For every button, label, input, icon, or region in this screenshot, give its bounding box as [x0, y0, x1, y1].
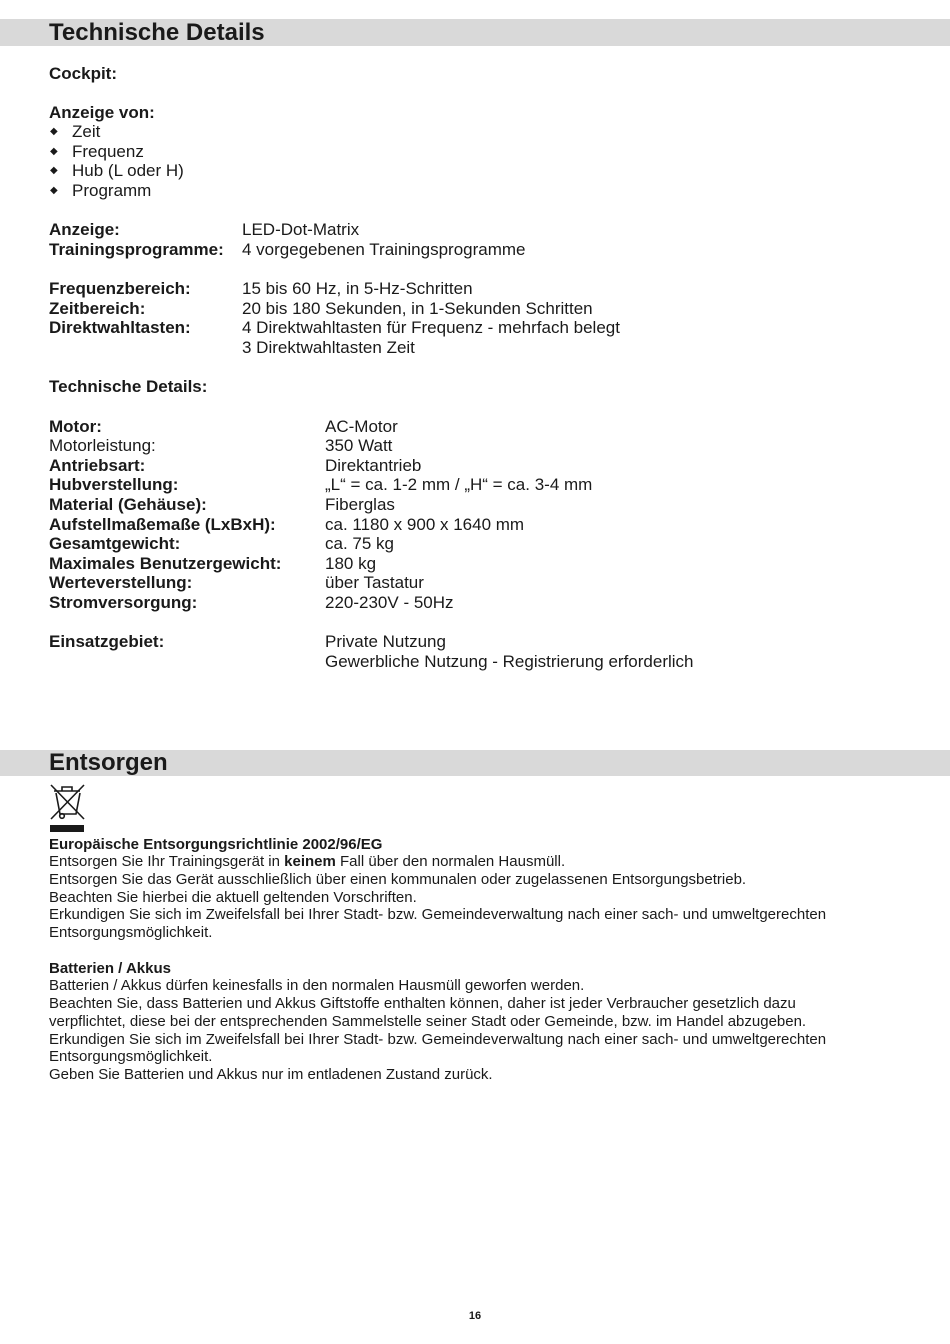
spec-label: Maximales Benutzergewicht:: [49, 554, 282, 573]
spec-value: über Tastatur: [325, 573, 424, 592]
spec-label: Motor:: [49, 417, 102, 436]
spec-value: „L“ = ca. 1-2 mm / „H“ = ca. 3-4 mm: [325, 475, 593, 494]
paragraph-line: Entsorgen Sie das Gerät ausschließlich über einen kommunalen oder zugelassenen Entsorgungsbetrieb.: [49, 871, 747, 888]
paragraph-line: Erkundigen Sie sich im Zweifelsfall bei Ihrer Stadt- bzw. Gemeindeverwaltung nach einer sach- und umweltgerechten: [49, 1031, 827, 1048]
spec-value: 4 Direktwahltasten für Frequenz - mehrfach belegt: [242, 318, 620, 337]
spec-label: Einsatzgebiet:: [49, 632, 165, 651]
list-item: Programm: [72, 181, 152, 200]
batteries-heading: Batterien / Akkus: [49, 960, 171, 977]
spec-label: Stromversorgung:: [49, 593, 198, 612]
section-title: Entsorgen: [49, 749, 168, 776]
spec-label: Gesamtgewicht:: [49, 534, 181, 553]
text-run: Fall über den normalen Hausmüll.: [335, 853, 566, 870]
list-item: Zeit: [72, 122, 101, 141]
spec-value: Gewerbliche Nutzung - Registrierung erforderlich: [325, 652, 694, 671]
crossed-out-wheelie-bin-icon: [49, 782, 87, 834]
spec-value: ca. 1180 x 900 x 1640 mm: [325, 515, 525, 534]
paragraph-line: Batterien / Akkus dürfen keinesfalls in den normalen Hausmüll geworfen werden.: [49, 977, 585, 994]
section-title: Technische Details: [49, 19, 265, 46]
page-number: 16: [468, 1310, 482, 1322]
spec-value: 350 Watt: [325, 436, 393, 455]
paragraph-line: Geben Sie Batterien und Akkus nur im entladenen Zustand zurück.: [49, 1066, 493, 1083]
text-run: Entsorgen Sie Ihr Trainingsgerät in: [49, 853, 285, 870]
paragraph-line: [49, 853, 565, 871]
spec-value: 180 kg: [325, 554, 377, 573]
spec-label: Direktwahltasten:: [49, 318, 191, 337]
spec-value: 20 bis 180 Sekunden, in 1-Sekunden Schritten: [242, 299, 593, 318]
spec-label: Aufstellmaßemaße (LxBxH):: [49, 515, 276, 534]
bullet-icon: ◆: [50, 165, 58, 176]
spec-label: Frequenzbereich:: [49, 279, 191, 298]
cockpit-heading: Cockpit:: [49, 64, 117, 83]
spec-label: Material (Gehäuse):: [49, 495, 207, 514]
spec-label: Zeitbereich:: [49, 299, 146, 318]
paragraph-line: verpflichtet, diese bei der entsprechenden Sammelstelle seiner Stadt oder Gemeinde, bzw. im Handel abzugeben.: [49, 1013, 807, 1030]
spec-value: Fiberglas: [325, 495, 395, 514]
spec-label: Antriebsart:: [49, 456, 146, 475]
emphasis-text: keinem: [284, 853, 336, 870]
tech-details-heading: Technische Details:: [49, 377, 208, 396]
paragraph-line: Entsorgungsmöglichkeit.: [49, 1048, 213, 1065]
spec-value: 4 vorgegebenen Trainingsprogramme: [242, 240, 526, 259]
spec-label: Anzeige:: [49, 220, 120, 239]
anzeige-von-heading: Anzeige von:: [49, 103, 155, 122]
spec-label: Werteverstellung:: [49, 573, 193, 592]
spec-value: 15 bis 60 Hz, in 5-Hz-Schritten: [242, 279, 473, 298]
spec-label: Trainingsprogramme:: [49, 240, 224, 259]
spec-value: 3 Direktwahltasten Zeit: [242, 338, 415, 357]
spec-value: Private Nutzung: [325, 632, 446, 651]
spec-value: Direktantrieb: [325, 456, 422, 475]
bullet-icon: ◆: [50, 126, 58, 137]
paragraph-line: Entsorgungsmöglichkeit.: [49, 924, 213, 941]
spec-label: Hubverstellung:: [49, 475, 179, 494]
paragraph-line: Erkundigen Sie sich im Zweifelsfall bei Ihrer Stadt- bzw. Gemeindeverwaltung nach einer sach- und umweltgerechten: [49, 906, 827, 923]
spec-value: ca. 75 kg: [325, 534, 394, 553]
spec-label: Motorleistung:: [49, 436, 156, 455]
paragraph-line: Beachten Sie, dass Batterien und Akkus Giftstoffe enthalten können, daher ist jeder Verbraucher gesetzlich dazu: [49, 995, 796, 1012]
directive-heading: Europäische Entsorgungsrichtlinie 2002/96/EG: [49, 836, 383, 853]
list-item: Frequenz: [72, 142, 144, 161]
bullet-icon: ◆: [50, 185, 58, 196]
paragraph-line: Beachten Sie hierbei die aktuell geltenden Vorschriften.: [49, 889, 417, 906]
bullet-icon: ◆: [50, 146, 58, 157]
spec-value: AC-Motor: [325, 417, 398, 436]
list-item: Hub (L oder H): [72, 161, 184, 180]
spec-value: 220-230V - 50Hz: [325, 593, 454, 612]
spec-value: LED-Dot-Matrix: [242, 220, 360, 239]
